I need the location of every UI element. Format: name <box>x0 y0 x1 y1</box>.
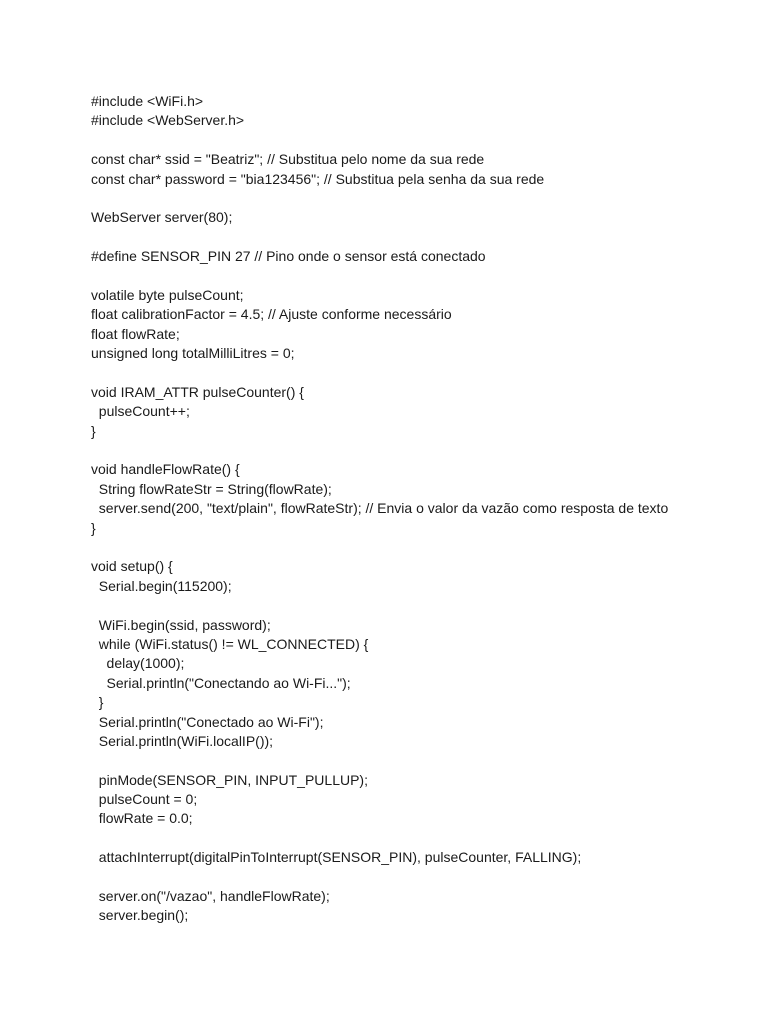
code-line: pulseCount++; <box>91 403 190 420</box>
code-line: const char* password = "bia123456"; // Substitua pela senha da sua rede <box>91 170 545 187</box>
code-line: Serial.println("Conectando ao Wi-Fi..."); <box>91 674 351 691</box>
code-line: delay(1000); <box>91 655 185 672</box>
code-line: pinMode(SENSOR_PIN, INPUT_PULLUP); <box>91 771 368 788</box>
code-line: } <box>91 422 96 439</box>
code-line: while (WiFi.status() != WL_CONNECTED) { <box>91 635 369 652</box>
code-line: float flowRate; <box>91 325 180 342</box>
code-line: #include <WiFi.h> <box>91 93 204 109</box>
code-line: server.begin(); <box>91 907 189 924</box>
code-line: WiFi.begin(ssid, password); <box>91 616 271 633</box>
code-line: unsigned long totalMilliLitres = 0; <box>91 345 295 362</box>
code-line <box>91 228 761 247</box>
code-line: flowRate = 0.0; <box>91 810 193 827</box>
code-line: } <box>91 694 104 711</box>
code-line: server.on("/vazao", handleFlowRate); <box>91 888 330 905</box>
code-line: Serial.println(WiFi.localIP()); <box>91 732 274 749</box>
code-line: pulseCount = 0; <box>91 791 198 808</box>
code-line: void handleFlowRate() { <box>91 461 240 478</box>
code-line: #include <WebServer.h> <box>91 112 245 129</box>
code-line <box>91 751 761 770</box>
code-line <box>91 538 761 557</box>
code-line <box>91 868 761 887</box>
code-line: const char* ssid = "Beatriz"; // Substitua pelo nome da sua rede <box>91 151 485 168</box>
code-line: attachInterrupt(digitalPinToInterrupt(SENSOR_PIN), pulseCounter, FALLING); <box>91 849 582 866</box>
code-line <box>91 596 761 615</box>
code-listing <box>91 92 761 926</box>
code-line: Serial.begin(115200); <box>91 577 232 594</box>
code-line <box>91 189 761 208</box>
code-line: void setup() { <box>91 558 173 575</box>
code-line: String flowRateStr = String(flowRate); <box>91 480 332 497</box>
code-line: #define SENSOR_PIN 27 // Pino onde o sensor está conectado <box>91 248 486 265</box>
code-line <box>91 363 761 382</box>
code-line: volatile byte pulseCount; <box>91 286 244 303</box>
code-line: } <box>91 519 96 536</box>
code-line <box>91 829 761 848</box>
code-line: WebServer server(80); <box>91 209 233 226</box>
code-line <box>91 441 761 460</box>
code-line: Serial.println("Conectado ao Wi-Fi"); <box>91 713 324 730</box>
code-line: void IRAM_ATTR pulseCounter() { <box>91 383 304 400</box>
code-line: server.send(200, "text/plain", flowRateStr); // Envia o valor da vazão como resposta de texto <box>91 500 669 517</box>
code-line <box>91 131 761 150</box>
code-line: float calibrationFactor = 4.5; // Ajuste conforme necessário <box>91 306 452 323</box>
code-line <box>91 267 761 286</box>
